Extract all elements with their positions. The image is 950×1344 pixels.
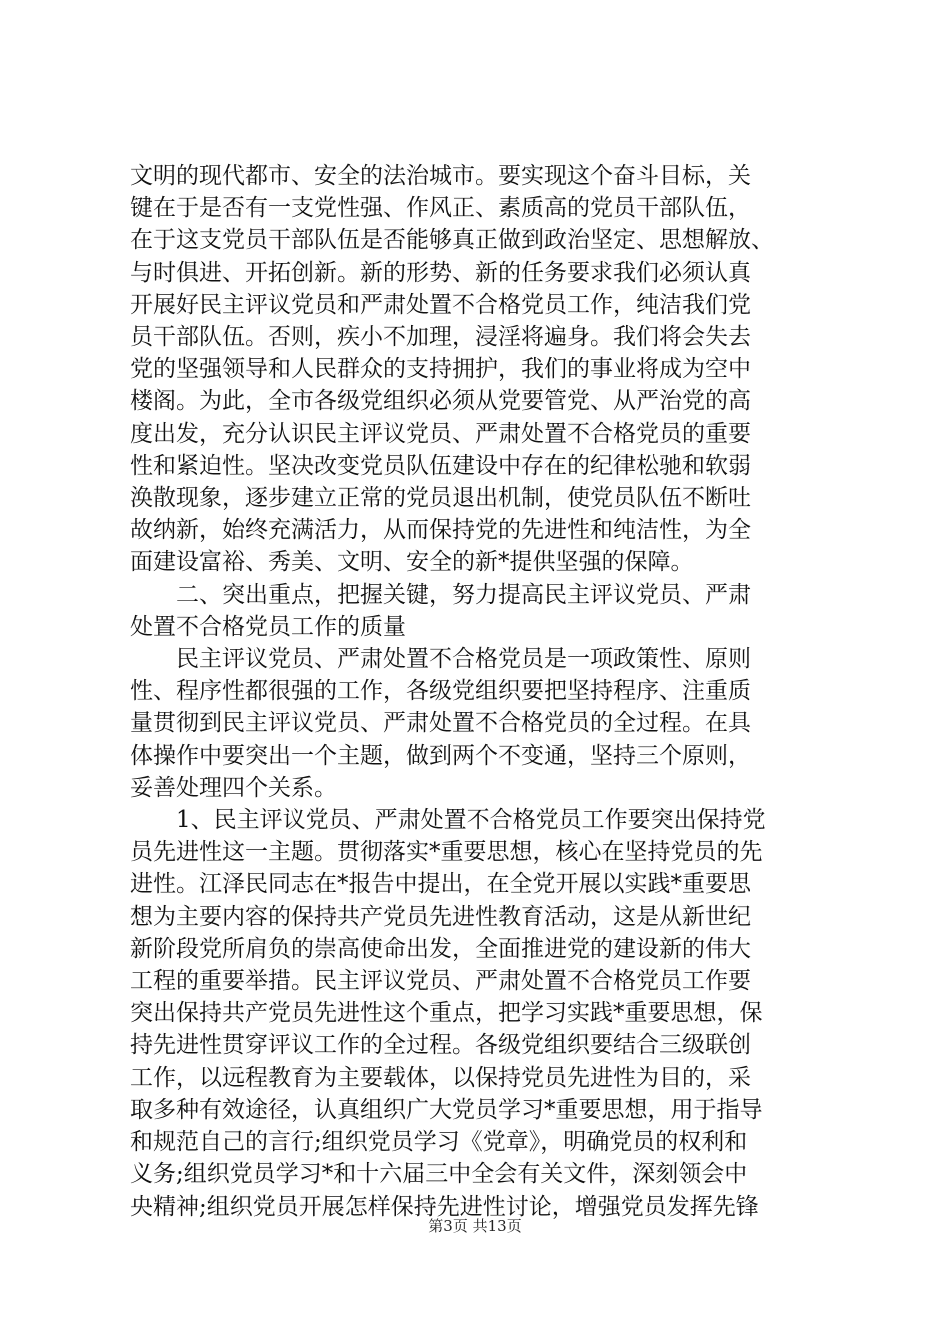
text-line: 民主评议党员、严肃处置不合格党员是一项政策性、原则 [130,646,751,673]
text-line: 持先进性贯穿评议工作的全过程。各级党组织要结合三级联创 [130,1032,751,1059]
text-line: 党的坚强领导和人民群众的支持拥护，我们的事业将成为空中 [130,356,751,383]
text-line: 开展好民主评议党员和严肃处置不合格党员工作，纯洁我们党 [130,291,751,318]
text-line: 工程的重要举措。民主评议党员、严肃处置不合格党员工作要 [130,968,751,995]
text-line: 面建设富裕、秀美、文明、安全的新*提供坚强的保障。 [130,549,694,576]
text-line: 想为主要内容的保持共产党员先进性教育活动，这是从新世纪 [130,903,751,930]
text-line: 度出发，充分认识民主评议党员、严肃处置不合格党员的重要 [130,420,751,447]
text-line: 进性。江泽民同志在*报告中提出，在全党开展以实践*重要思 [130,871,751,898]
document-body [130,160,830,1223]
text-line: 义务;组织党员学习*和十六届三中全会有关文件，深刻领会中 [130,1161,748,1188]
page-footer: 第3页 共13页 [428,1217,522,1235]
text-line: 突出保持共产党员先进性这个重点，把学习实践*重要思想，保 [130,1000,763,1027]
text-line: 文明的现代都市、安全的法治城市。要实现这个奋斗目标，关 [130,163,751,189]
text-line: 涣散现象，逐步建立正常的党员退出机制，使党员队伍不断吐 [130,485,751,512]
text-line: 员先进性这一主题。贯彻落实*重要思想，核心在坚持党员的先 [130,839,763,866]
text-line: 楼阁。为此，全市各级党组织必须从党要管党、从严治党的高 [130,388,751,415]
text-line: 性、程序性都很强的工作，各级党组织要把坚持程序、注重质 [130,678,751,705]
text-line: 性和紧迫性。坚决改变党员队伍建设中存在的纪律松驰和软弱 [130,452,751,479]
text-line: 员干部队伍。否则，疾小不加理，浸淫将遍身。我们将会失去 [130,324,751,351]
text-line: 与时俱进、开拓创新。新的形势、新的任务要求我们必须认真 [130,259,751,286]
text-line: 1、民主评议党员、严肃处置不合格党员工作要突出保持党 [130,807,766,834]
text-line: 央精神;组织党员开展怎样保持先进性讨论，增强党员发挥先锋 [130,1193,759,1220]
text-line: 处置不合格党员工作的质量 [130,613,406,640]
text-line: 故纳新，始终充满活力，从而保持党的先进性和纯洁性，为全 [130,517,751,544]
text-line: 量贯彻到民主评议党员、严肃处置不合格党员的全过程。在具 [130,710,751,737]
text-line: 键在于是否有一支党性强、作风正、素质高的党员干部队伍， [130,195,751,222]
text-line: 妥善处理四个关系。 [130,774,337,801]
text-line: 和规范自己的言行;组织党员学习《党章》，明确党员的权利和 [130,1129,748,1156]
text-line: 在于这支党员干部队伍是否能够真正做到政治坚定、思想解放、 [130,227,774,254]
text-line: 取多种有效途径，认真组织广大党员学习*重要思想，用于指导 [130,1096,763,1123]
text-line: 体操作中要突出一个主题，做到两个不变通，坚持三个原则， [130,742,751,769]
text-line: 工作，以远程教育为主要载体，以保持党员先进性为目的，采 [130,1064,751,1091]
text-line: 新阶段党所肩负的崇高使命出发，全面推进党的建设新的伟大 [130,935,751,962]
text-line: 二、突出重点，把握关键，努力提高民主评议党员、严肃 [130,581,751,608]
